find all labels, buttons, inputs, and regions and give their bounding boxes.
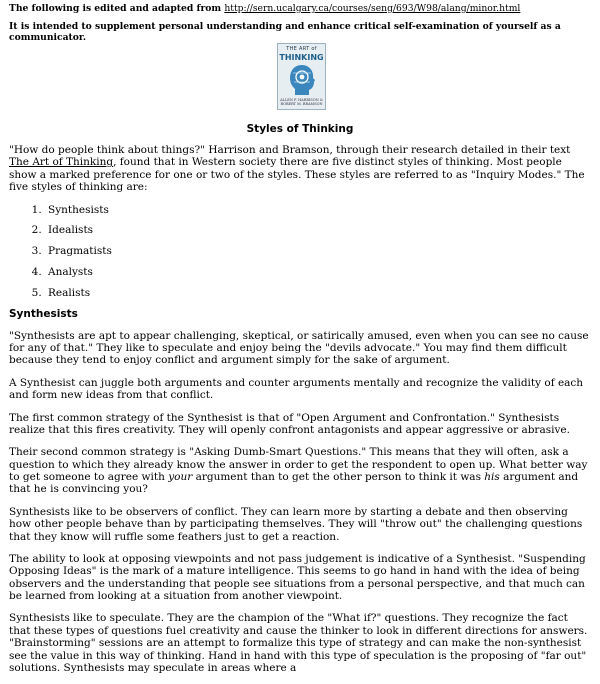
p4-text-b: argument than to get the other person to think it was — [192, 471, 485, 484]
paragraph: A Synthesist can juggle both arguments and counter arguments mentally and recognize the validity of each and form new ideas from that conflict. — [9, 376, 584, 402]
book-cover-line3: ALLEN F. HARRISON & ROBERT M. BRAMSON — [280, 98, 323, 107]
intro-text-1: "How do people think about things?" Harrison and Bramson, through their research detailed in their text — [9, 144, 571, 156]
intro-text-2: , found that in Western society there are five distinct styles of thinking. Most people show a marked preference for one or two of the styles. These styles are referred to as "Inquiry Modes." The five styles of thinking are: — [9, 156, 585, 194]
book-title-link[interactable]: The Art of Thinking — [9, 156, 114, 169]
head-silhouette-icon — [287, 63, 317, 97]
intro-paragraph — [9, 144, 589, 194]
p4-emphasis-your: your — [168, 471, 193, 484]
book-cover-line1: THE ART of — [286, 46, 317, 52]
list-item: 2. Idealists — [45, 224, 589, 236]
book-cover-image — [277, 43, 326, 110]
paragraph: The first common strategy of the Synthesist is that of "Open Argument and Confrontation." Synthesists realize that this fires creativity. They will openly confront antagonists and appear aggressive or abrasive. — [9, 411, 570, 436]
intent-note: It is intended to supplement personal understanding and enhance critical self-examination of yourself as a communicator. — [9, 21, 561, 43]
paragraph: "Synthesists are apt to appear challenging, skeptical, or satirically amused, even when you can see no cause for any of that." They like to speculate and enjoy being the "devils advocate." You may find them difficult because they tend to enjoy conflict and argument simply for the sake of argument. — [9, 329, 589, 367]
paragraph — [9, 446, 589, 496]
paragraph: Synthesists like to be observers of conflict. They can learn more by starting a debate and then observing how other people behave than by participating themselves. They will "throw out" the challenging questions that they know will ruffle some feathers just to get a reaction. — [9, 505, 583, 543]
adapted-from-text: The following is edited and adapted from — [9, 3, 222, 14]
list-item: 3. Pragmatists — [45, 245, 589, 257]
p4-emphasis-his: his — [484, 471, 500, 484]
list-item: 4. Analysts — [45, 266, 589, 278]
section-heading: Synthesists — [9, 308, 78, 321]
page-title: Styles of Thinking — [246, 123, 354, 135]
p4-text-a: Their second common strategy is "Asking Dumb-Smart Questions." This means that they will often, ask a question to which they already know the answer in order to get the respondent to open up. What better way to get someone to agree with — [9, 446, 588, 484]
adapted-from-note — [9, 4, 520, 15]
article-body — [9, 144, 589, 684]
paragraph: The ability to look at opposing viewpoints and not pass judgement is indicative of a Synthesist. "Suspending Opposing Ideas" is the mark of a mature intelligence. This seems to go hand in hand with the idea of being observers and the understanding that people see situations from a personal perspective, and that much can be learned from looking at a situation from another viewpoint. — [9, 552, 586, 603]
paragraph: Synthesists like to speculate. They are the champion of the "What if?" questions. They recognize the fact that these types of questions fuel creativity and cause the thinker to look in different directions for answers. "Brainstorming" sessions are an attempt to formalize this type of strategy and can make the non-synthesist see the value in this way of thinking. Hand in hand with this type of speculation is the proposing of "far out" solutions. Synthesists may speculate in areas where a — [9, 612, 588, 674]
list-item: 5. Realists — [45, 287, 589, 299]
source-link[interactable]: http://sern.ucalgary.ca/courses/seng/693/W98/alang/minor.html — [224, 3, 521, 14]
styles-list — [9, 204, 589, 300]
book-cover-line2: THINKING — [279, 52, 324, 62]
p4-text-c: argument and that he is convincing you? — [9, 471, 579, 496]
list-item: 1. Synthesists — [45, 204, 589, 216]
